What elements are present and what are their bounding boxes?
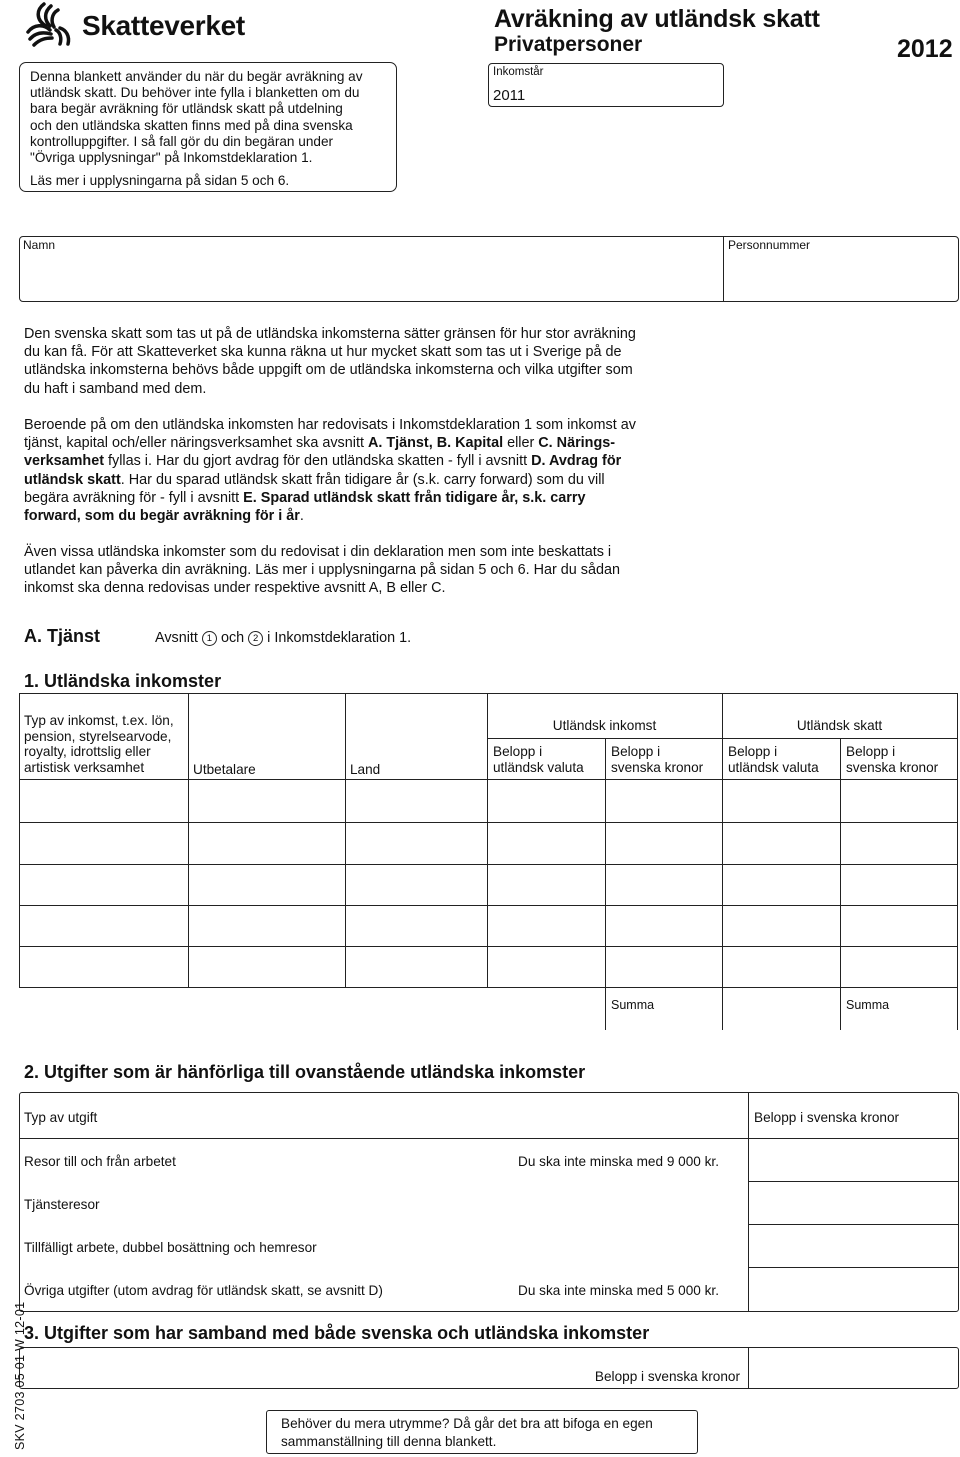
table1-cell-payer[interactable] (190, 907, 344, 945)
form-code: SKV 2703 05 01 W 12-01 (13, 1301, 27, 1450)
brand-name: Skatteverket (82, 10, 245, 41)
shared-expenses-amount-field[interactable] (750, 1348, 959, 1388)
intro-info-box (19, 62, 397, 192)
table1-cell-income-sek[interactable] (607, 866, 721, 904)
identity-box (19, 236, 959, 302)
intro-text: Denna blankett använder du när du begär avräkning av utländsk skatt. Du behöver inte fylla i blanketten om du bara begär avräkning för utländsk skatt på utdelning och den utländska skatten finns med på dina svenska kontrolluppgifter. I så fall gör du din begäran under "Övriga upplysningar" på Inkomstdeklaration 1. (30, 69, 363, 166)
income-year-field[interactable] (488, 63, 724, 107)
table1-cell-tax-sek[interactable] (842, 824, 956, 863)
col-tax-foreign-currency-header: Belopp i utländsk valuta (728, 744, 819, 775)
shared-expenses-table (19, 1347, 959, 1389)
col-tax-sek-header: Belopp i svenska kronor (846, 744, 939, 775)
table1-cell-payer[interactable] (190, 781, 344, 821)
table1-cell-tax-sek[interactable] (842, 781, 956, 821)
table1-cell-income-type[interactable] (21, 948, 187, 986)
col-income-type-header: Typ av inkomst, t.ex. lön, pension, styrelsearvode, royalty, idrottslig eller artistisk verksamhet (24, 713, 174, 775)
table1-cell-payer[interactable] (190, 824, 344, 863)
skatteverket-swirl-logo-icon (24, 2, 76, 48)
expense-temporary-work-amount-field[interactable] (750, 1226, 959, 1267)
col-country-header: Land (350, 762, 381, 777)
section-a-title: A. Tjänst (24, 626, 101, 646)
expense-row-label: Övriga utgifter (utom avdrag för utländsk skatt, se avsnitt D) (24, 1283, 383, 1298)
table1-cell-country[interactable] (347, 907, 486, 945)
table2-title: 2. Utgifter som är hänförliga till ovanstående utländska inkomster (24, 1062, 586, 1082)
col-income-foreign-currency-header: Belopp i utländsk valuta (493, 744, 584, 775)
intro-paragraph-1: Den svenska skatt som tas ut på de utländska inkomsterna sätter gränsen för hur stor avräkning du kan få. För att Skatteverket ska kunna räkna ut hur mycket skatt som tas ut i Sverige på de utländska inkomsterna behövs både uppgift om de utländska inkomsterna och vilka utgifter som du haft i samband med dem. (24, 326, 636, 397)
table1-cell-income-foreign-currency[interactable] (489, 948, 604, 986)
expense-row-label: Resor till och från arbetet (24, 1154, 176, 1169)
income-year-value[interactable]: 2011 (493, 87, 526, 104)
table1-title: 1. Utländska inkomster (24, 671, 222, 691)
table1-cell-tax-foreign-currency[interactable] (724, 824, 839, 863)
table1-cell-tax-sek[interactable] (842, 948, 956, 986)
intro-paragraph-2: Beroende på om den utländska inkomsten har redovisats i Inkomstdeklaration 1 som inkomst av tjänst, kapital och/eller näringsverksamhet ska avsnitt A. Tjänst, B. Kapital eller C. Närings- verksamhet fyllas i. Har du gjort avdrag för den utländska skatten - fyll i avsnitt D. Avdrag för utländsk skatt. Har du sparad utländsk skatt från tidigare år (s.k. carry forward) som du vill begära avräkning för - fyll i avsnitt E. Sparad utländsk skatt från tidigare år, s.k. carry forward, som du begär avräkning för i år. (24, 417, 636, 525)
more-space-note: Behöver du mera utrymme? Då går det bra att bifoga en egen sammanställning till denna blankett. (266, 1410, 698, 1454)
table1-cell-country[interactable] (347, 781, 486, 821)
identity-divider (723, 237, 724, 301)
personnummer-field[interactable] (725, 237, 958, 301)
table1-cell-income-foreign-currency[interactable] (489, 907, 604, 945)
circle-1-icon: 1 (202, 631, 217, 646)
table1-cell-income-foreign-currency[interactable] (489, 866, 604, 904)
sum-income-sek-field[interactable] (606, 988, 722, 1030)
expense-row-label: Tillfälligt arbete, dubbel bosättning och hemresor (24, 1240, 317, 1255)
col-payer-header: Utbetalare (193, 762, 256, 777)
form-title: Avräkning av utländsk skatt (494, 5, 820, 33)
table1-cell-payer[interactable] (190, 866, 344, 904)
table1-cell-income-foreign-currency[interactable] (489, 824, 604, 863)
circle-2-icon: 2 (248, 631, 263, 646)
col-expense-type-header: Typ av utgift (24, 1110, 98, 1125)
table1-cell-income-foreign-currency[interactable] (489, 781, 604, 821)
table1-cell-tax-sek[interactable] (842, 866, 956, 904)
col-income-sek-header: Belopp i svenska kronor (611, 744, 704, 775)
expense-row-hint: Du ska inte minska med 9 000 kr. (518, 1154, 719, 1169)
expense-row-label: Tjänsteresor (24, 1197, 100, 1212)
intro-paragraph-3: Även vissa utländska inkomster som du redovisat i din deklaration men som inte beskattats i utlandet kan påverka din avräkning. Läs mer i upplysningarna på sidan 5 och 6. Har du sådan inkomst ska denna redovisas under respektive avsnitt A, B eller C. (24, 544, 620, 597)
table1-cell-income-sek[interactable] (607, 781, 721, 821)
income-year-label: Inkomstår (493, 66, 544, 78)
section-a-note: Avsnitt 1 och 2 i Inkomstdeklaration 1. (155, 630, 412, 646)
table1-cell-country[interactable] (347, 948, 486, 986)
expense-row-hint: Du ska inte minska med 5 000 kr. (518, 1283, 719, 1298)
table1-cell-income-type[interactable] (21, 824, 187, 863)
table1-cell-tax-foreign-currency[interactable] (724, 907, 839, 945)
table1-cell-income-type[interactable] (21, 907, 187, 945)
form-subtitle: Privatpersoner (494, 33, 643, 56)
table1-cell-income-type[interactable] (21, 781, 187, 821)
table1-cell-tax-foreign-currency[interactable] (724, 781, 839, 821)
expense-commute-amount-field[interactable] (750, 1140, 959, 1181)
table1-cell-income-sek[interactable] (607, 907, 721, 945)
table3-title: 3. Utgifter som har samband med både svenska och utländska inkomster (24, 1323, 650, 1343)
table1-cell-country[interactable] (347, 824, 486, 863)
expense-other-amount-field[interactable] (750, 1269, 959, 1311)
sum-tax-sek-label: Summa (846, 998, 890, 1012)
col-expense-amount-header: Belopp i svenska kronor (754, 1110, 900, 1125)
group-foreign-income-header: Utländsk inkomst (552, 718, 657, 733)
expense-business-travel-amount-field[interactable] (750, 1183, 959, 1224)
table1-cell-income-sek[interactable] (607, 948, 721, 986)
table1-cell-tax-sek[interactable] (842, 907, 956, 945)
table1-cell-tax-foreign-currency[interactable] (724, 866, 839, 904)
sum-income-sek-label: Summa (611, 998, 655, 1012)
shared-expenses-amount-label: Belopp i svenska kronor (594, 1369, 740, 1384)
form-year: 2012 (897, 35, 953, 63)
table1-cell-tax-foreign-currency[interactable] (724, 948, 839, 986)
table1-cell-country[interactable] (347, 866, 486, 904)
sum-tax-sek-field[interactable] (841, 988, 957, 1030)
skatteverket-logo (24, 2, 264, 48)
intro-read-more: Läs mer i upplysningarna på sidan 5 och 6. (30, 173, 290, 189)
table1-cell-payer[interactable] (190, 948, 344, 986)
personnummer-label: Personnummer (728, 238, 811, 252)
name-field[interactable] (20, 237, 723, 301)
expenses-table (19, 1092, 959, 1312)
table1-cell-income-sek[interactable] (607, 824, 721, 863)
table1-cell-income-type[interactable] (21, 866, 187, 904)
group-foreign-tax-header: Utländsk skatt (796, 718, 883, 733)
name-label: Namn (23, 238, 56, 252)
